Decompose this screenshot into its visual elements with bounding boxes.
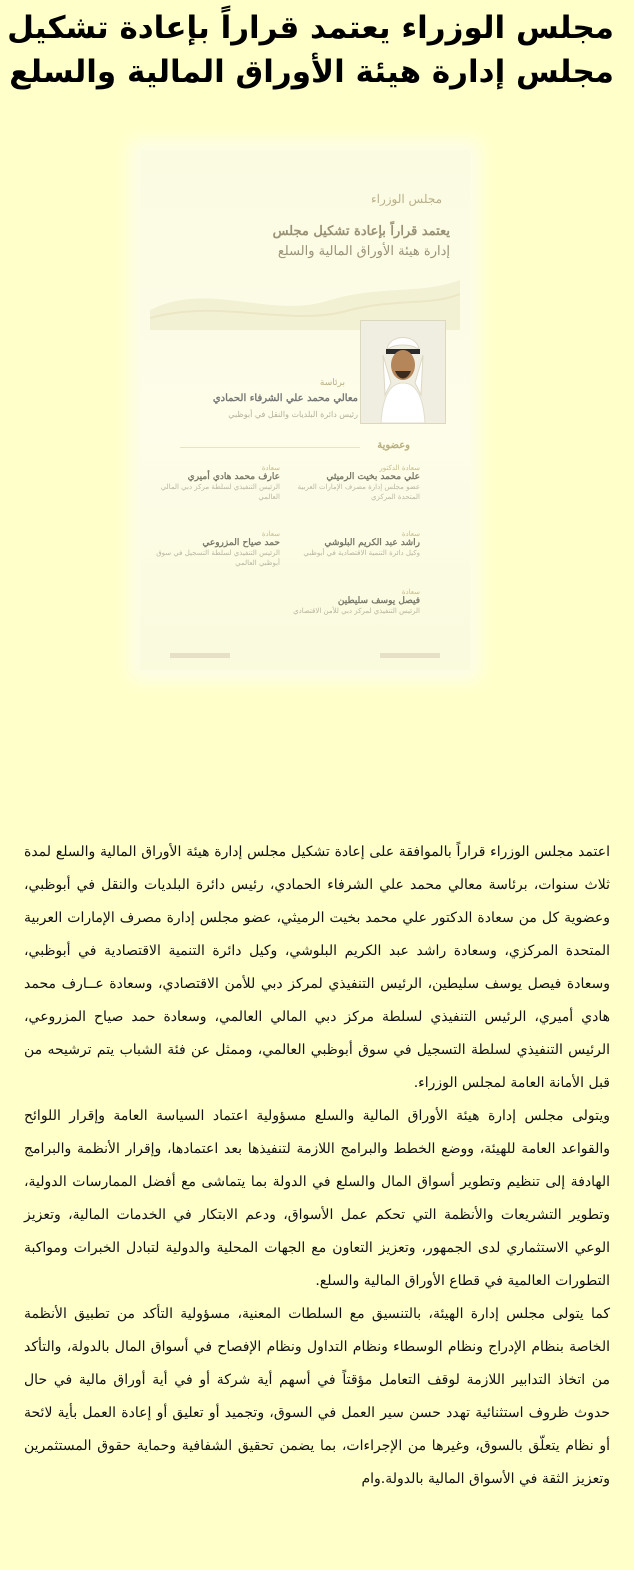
image-title-line-1: يعتمد قراراً بإعادة تشكيل مجلس: [272, 224, 450, 239]
headline-line-1: مجلس الوزراء يعتمد قراراً بإعادة تشكيل: [7, 10, 614, 46]
chairman-portrait: [360, 320, 446, 424]
chair-label: برئاسة: [319, 378, 345, 388]
member-label: سعادة: [261, 464, 280, 472]
members-label: وعضوية: [377, 440, 410, 451]
members-divider: [180, 447, 360, 448]
member-card: [290, 588, 420, 616]
member-role: الرئيس التنفيذي لسلطة التسجيل في سوق أبوظبي العالمي: [156, 549, 280, 567]
member-name: حمد صياح المزروعي: [202, 538, 280, 548]
member-role: وكيل دائرة التنمية الاقتصادية في أبوظبي: [303, 549, 420, 557]
headline-line-2: مجلس إدارة هيئة الأوراق المالية والسلع: [9, 54, 614, 90]
member-label: سعادة: [261, 530, 280, 538]
member-card: [290, 464, 420, 502]
member-name: راشد عبد الكريم البلوشي: [324, 538, 420, 548]
image-footer-logos: [160, 650, 450, 662]
member-role: الرئيس التنفيذي لسلطة مركز دبي المالي العالمي: [160, 483, 280, 501]
article-image: [140, 150, 470, 670]
chair-name: معالي محمد علي الشرفاء الحمادي: [212, 393, 358, 404]
member-name: فيصل يوسف سليطين: [337, 596, 420, 606]
image-header-word: مجلس الوزراء: [370, 192, 442, 206]
member-role: عضو مجلس إدارة مصرف الإمارات العربية المتحدة المركزي: [297, 483, 420, 501]
article-paragraph-1: اعتمد مجلس الوزراء قراراً بالموافقة على إعادة تشكيل مجلس إدارة هيئة الأوراق المالية والسلع لمدة ثلاث سنوات، برئاسة معالي محمد علي الشرفاء الحمادي، رئيس دائرة البلديات والنقل في أبوظبي، وعضوية كل من سعادة الدكتور علي محمد بخيت الرميثي، عضو مجلس إدارة مصرف الإمارات العربية المتحدة المركزي، وسعادة راشد عبد الكريم البلوشي، وكيل دائرة التنمية الاقتصادية في أبوظبي، وسعادة فيصل يوسف سليطين، الرئيس التنفيذي لمركز دبي للأمن الاقتصادي، وسعادة عــارف محمد هادي أميري، الرئيس التنفيذي لسلطة مركز دبي المالي العالمي، وسعادة حمد صياح المزروعي، الرئيس التنفيذي لسلطة التسجيل في سوق أبوظبي العالمي، وممثل عن فئة الشباب يتم ترشيحه من قبل الأمانة العامة لمجلس الوزراء.: [24, 844, 610, 1091]
article-paragraph-2: ويتولى مجلس إدارة هيئة الأوراق المالية والسلع مسؤولية اعتماد السياسة العامة وإقرار اللوائح والقواعد العامة للهيئة، ووضع الخطط والبرامج اللازمة لتنفيذها بعد اعتمادها، وإقرار الأنظمة والبرامج الهادفة إلى تنظيم وتطوير أسواق المال والسلع في الدولة بما يتماشى مع أفضل الممارسات الدولية، وتطوير التشريعات والأنظمة التي تحكم عمل الأسواق، ودعم الابتكار في الخدمات المالية، وتعزيز الوعي الاستثماري لدى الجمهور، وتعزيز التعاون مع الجهات المحلية والدولية لتبادل الخبرات ومواكبة التطورات العالمية في قطاع الأوراق المالية والسلع.: [24, 1108, 610, 1289]
member-name: علي محمد بخيت الرميثي: [326, 472, 420, 482]
member-label: سعادة: [401, 588, 420, 596]
image-title-line-2: إدارة هيئة الأوراق المالية والسلع: [277, 244, 450, 259]
chair-role: رئيس دائرة البلديات والنقل في أبوظبي: [228, 410, 358, 419]
member-card: [150, 530, 280, 568]
member-label: سعادة: [401, 530, 420, 538]
article-paragraph-3: كما يتولى مجلس إدارة الهيئة، بالتنسيق مع السلطات المعنية، مسؤولية التأكد من تطبيق الأنظمة الخاصة بنظام الإدراج ونظام الوسطاء ونظام التداول ونظام الإفصاح في أسواق المال بالدولة، والتأكد من اتخاذ التدابير اللازمة لوقف التعامل مؤقتاً في أسهم أية شركة أو في أية أوراق مالية في حال حدوث ظروف استثنائية تهدد حسن سير العمل في السوق، وتجميد أو تعليق أو إعادة العمل بأية لائحة أو نظام يتعلّق بالسوق، وغيرها من الإجراءات، بما يضمن تحقيق الشفافية وحماية حقوق المستثمرين وتعزيز الثقة في الأسواق المالية بالدولة.وام: [24, 1306, 610, 1487]
person-icon: [361, 321, 445, 423]
headline: [7, 6, 614, 94]
member-name: عارف محمد هادي أميري: [187, 472, 280, 482]
member-role: الرئيس التنفيذي لمركز دبي للأمن الاقتصادي: [293, 607, 420, 615]
member-card: [290, 530, 420, 558]
member-label: سعادة الدكتور: [379, 464, 420, 472]
member-card: [150, 464, 280, 502]
article-body: [24, 836, 610, 1496]
